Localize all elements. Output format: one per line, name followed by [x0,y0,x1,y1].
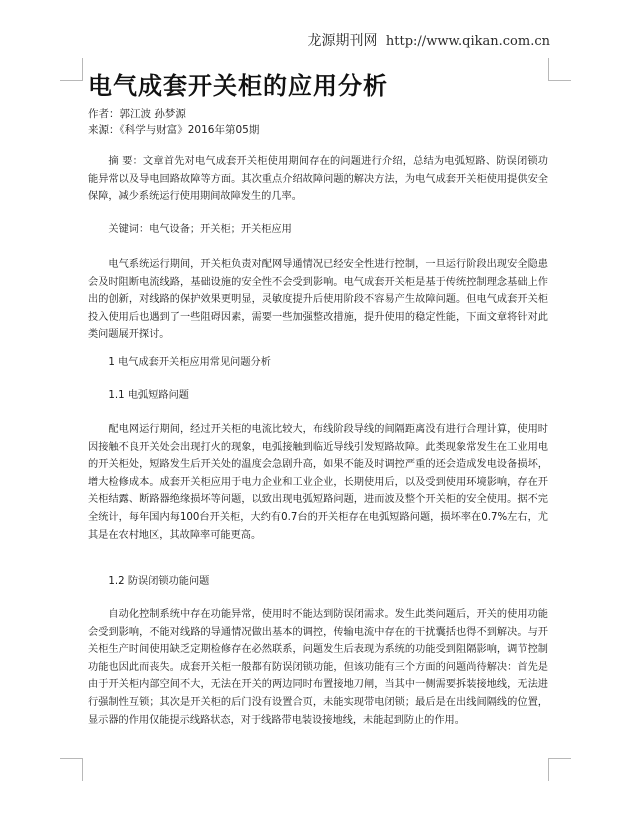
crop-mark-bottom-left [60,758,83,781]
site-name: 龙源期刊网 [307,33,378,49]
section-1-2-paragraph: 自动化控制系统中存在功能异常，使用时不能达到防误闭需求。发生此类问题后，开关的使用功能会受到影响，不能对线路的导通情况做出基本的调控，传输电流中存在的干扰囊括也得不到解决。与开关柜生产时间使用缺乏定期检修存在必然联系，问题发生后表现为系统的功能受到阻隔影响，调节控制功能也因此而丧失。成套开关柜一般都有防误闭锁功能，但该功能有三个方面的问题尚待解决：首先是由于开关柜内部空间不大，无法在开关的两边同时布置接地刀闸，当其中一侧需要拆装接地线，无法进行强制性互锁；其次是开关柜的后门没有设置合页，未能实现带电闭锁；最后是在出线间隔线的位置，显示器的作用仅能提示线路状态，对于线路带电装设接地线，未能起到防止的作用。 [88,609,548,726]
crop-mark-top-right [548,58,571,81]
site-url: http://www.qikan.com.cn [385,34,550,49]
keywords-paragraph: 关键词：电气设备；开关柜；开关柜应用 [108,224,292,235]
section-1-2-heading: 1.2 防误闭锁功能问题 [108,576,210,587]
section-1-1-paragraph: 配电网运行期间，经过开关柜的电流比较大，布线阶段导线的间隔距离没有进行合理计算，使用时因接触不良开关处会出现打火的现象，电弧接触到临近导线引发短路故障。此类现象常发生在工业用电的开关柜处，短路发生后开关处的温度会急剧升高，如果不能及时调控严重的还会造成发电设备损坏，增大检修成本。成套开关柜应用于电力企业和工业企业，长期使用后，以及受到使用环境影响，存在开关柜结露、断路器绝缘损坏等问题，以致出现电弧短路问题，进而波及整个开关柜的安全使用。据不完全统计，每年国内每100台开关柜，大约有0.7台的开关柜存在电弧短路问题，损坏率在0.7%左右，尤其是在农村地区，其故障率可能更高。 [88,424,548,541]
article-title: 电气成套开关柜的应用分析 [88,72,388,100]
abstract-paragraph: 摘 要：文章首先对电气成套开关柜使用期间存在的问题进行介绍，总结为电弧短路、防误闭锁功能异常以及导电回路故障等方面。其次重点介绍故障问题的解决方法，为电气成套开关柜使用提供安全保障，减少系统运行使用期间故障发生的几率。 [88,156,548,203]
section-1-heading: 1 电气成套开关柜应用常见问题分析 [108,357,271,368]
crop-mark-top-left [60,58,83,81]
crop-mark-bottom-right [548,758,571,781]
source-line: 来源：《科学与财富》2016年第05期 [88,124,260,136]
author-line: 作者：郭江波 孙梦源 [88,108,186,120]
intro-paragraph: 电气系统运行期间，开关柜负责对配网导通情况已经安全性进行控制，一旦运行阶段出现安全隐患会及时阻断电流线路，基础设施的安全性不会受到影响。电气成套开关柜是基于传统控制理念基础上作出的创新，对线路的保护效果更明显，灵敏度提升后使用阶段不容易产生故障问题。但电气成套开关柜投入使用后也遇到了一些阻碍因素，需要一些加强整改措施，提升使用的稳定性能，下面文章将针对此类问题展开探讨。 [88,259,548,341]
site-header [307,30,550,50]
section-1-1-heading: 1.1 电弧短路问题 [108,390,189,401]
